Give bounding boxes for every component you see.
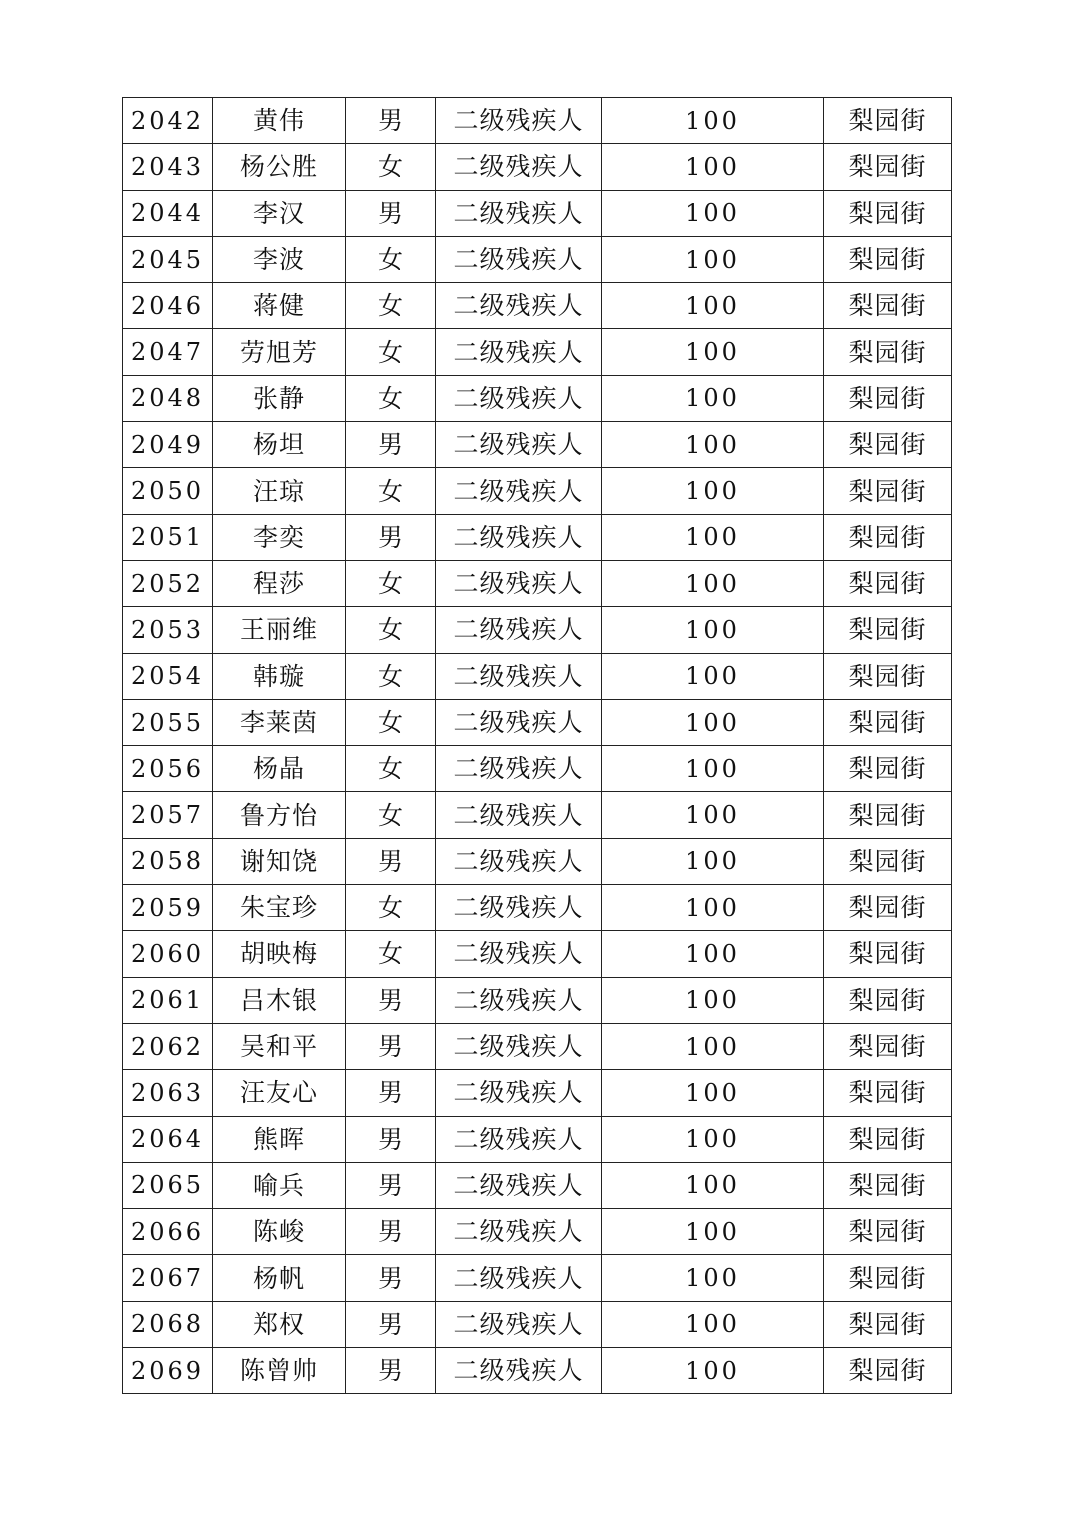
cell-name: 汪友心 [213, 1070, 346, 1116]
cell-gender: 女 [346, 329, 436, 375]
cell-street: 梨园街 [824, 838, 952, 884]
cell-disability-level: 二级残疾人 [436, 1116, 602, 1162]
cell-amount: 100 [602, 514, 824, 560]
cell-amount: 100 [602, 1209, 824, 1255]
cell-gender: 男 [346, 514, 436, 560]
cell-street: 梨园街 [824, 514, 952, 560]
table-row [123, 1070, 952, 1116]
cell-amount: 100 [602, 1023, 824, 1069]
cell-gender: 女 [346, 746, 436, 792]
cell-disability-level: 二级残疾人 [436, 838, 602, 884]
cell-street: 梨园街 [824, 699, 952, 745]
cell-disability-level: 二级残疾人 [436, 236, 602, 282]
table-row [123, 746, 952, 792]
cell-amount: 100 [602, 329, 824, 375]
cell-disability-level: 二级残疾人 [436, 1070, 602, 1116]
cell-name: 杨帆 [213, 1255, 346, 1301]
cell-street: 梨园街 [824, 236, 952, 282]
table-row [123, 190, 952, 236]
cell-street: 梨园街 [824, 560, 952, 606]
cell-id: 2052 [123, 560, 213, 606]
cell-street: 梨园街 [824, 653, 952, 699]
table-row [123, 283, 952, 329]
table-row [123, 653, 952, 699]
cell-name: 汪琼 [213, 468, 346, 514]
cell-gender: 男 [346, 190, 436, 236]
cell-gender: 男 [346, 1255, 436, 1301]
cell-amount: 100 [602, 699, 824, 745]
cell-disability-level: 二级残疾人 [436, 468, 602, 514]
cell-name: 熊晖 [213, 1116, 346, 1162]
cell-amount: 100 [602, 144, 824, 190]
cell-gender: 男 [346, 977, 436, 1023]
cell-disability-level: 二级残疾人 [436, 144, 602, 190]
cell-gender: 男 [346, 838, 436, 884]
cell-gender: 男 [346, 1301, 436, 1347]
cell-disability-level: 二级残疾人 [436, 329, 602, 375]
cell-disability-level: 二级残疾人 [436, 514, 602, 560]
table-row [123, 144, 952, 190]
cell-name: 杨坦 [213, 422, 346, 468]
table-row [123, 1116, 952, 1162]
cell-gender: 女 [346, 236, 436, 282]
cell-name: 张静 [213, 375, 346, 421]
cell-disability-level: 二级残疾人 [436, 607, 602, 653]
cell-id: 2044 [123, 190, 213, 236]
table-row [123, 1348, 952, 1394]
cell-gender: 男 [346, 98, 436, 144]
cell-id: 2067 [123, 1255, 213, 1301]
table-row [123, 1255, 952, 1301]
cell-disability-level: 二级残疾人 [436, 98, 602, 144]
cell-disability-level: 二级残疾人 [436, 1301, 602, 1347]
cell-id: 2058 [123, 838, 213, 884]
cell-disability-level: 二级残疾人 [436, 746, 602, 792]
cell-name: 黄伟 [213, 98, 346, 144]
cell-id: 2066 [123, 1209, 213, 1255]
table-row [123, 838, 952, 884]
cell-amount: 100 [602, 190, 824, 236]
table-row [123, 931, 952, 977]
cell-disability-level: 二级残疾人 [436, 699, 602, 745]
cell-disability-level: 二级残疾人 [436, 1348, 602, 1394]
cell-id: 2063 [123, 1070, 213, 1116]
subsidy-table [122, 97, 952, 1394]
cell-name: 杨公胜 [213, 144, 346, 190]
table-row [123, 1209, 952, 1255]
cell-gender: 男 [346, 1070, 436, 1116]
cell-amount: 100 [602, 1348, 824, 1394]
cell-amount: 100 [602, 1116, 824, 1162]
cell-disability-level: 二级残疾人 [436, 560, 602, 606]
cell-name: 陈峻 [213, 1209, 346, 1255]
cell-street: 梨园街 [824, 746, 952, 792]
cell-street: 梨园街 [824, 931, 952, 977]
cell-street: 梨园街 [824, 190, 952, 236]
cell-disability-level: 二级残疾人 [436, 931, 602, 977]
cell-disability-level: 二级残疾人 [436, 653, 602, 699]
cell-disability-level: 二级残疾人 [436, 190, 602, 236]
cell-amount: 100 [602, 375, 824, 421]
cell-amount: 100 [602, 468, 824, 514]
cell-id: 2056 [123, 746, 213, 792]
cell-gender: 女 [346, 792, 436, 838]
cell-name: 杨晶 [213, 746, 346, 792]
cell-name: 朱宝珍 [213, 885, 346, 931]
cell-amount: 100 [602, 236, 824, 282]
cell-id: 2064 [123, 1116, 213, 1162]
cell-name: 李波 [213, 236, 346, 282]
cell-amount: 100 [602, 1070, 824, 1116]
cell-name: 蒋健 [213, 283, 346, 329]
cell-disability-level: 二级残疾人 [436, 885, 602, 931]
table-row [123, 514, 952, 560]
cell-id: 2045 [123, 236, 213, 282]
cell-street: 梨园街 [824, 98, 952, 144]
cell-amount: 100 [602, 977, 824, 1023]
cell-id: 2055 [123, 699, 213, 745]
cell-amount: 100 [602, 653, 824, 699]
cell-id: 2051 [123, 514, 213, 560]
cell-street: 梨园街 [824, 885, 952, 931]
cell-amount: 100 [602, 838, 824, 884]
cell-amount: 100 [602, 283, 824, 329]
cell-street: 梨园街 [824, 1070, 952, 1116]
table-row [123, 792, 952, 838]
cell-name: 李汉 [213, 190, 346, 236]
cell-id: 2069 [123, 1348, 213, 1394]
cell-amount: 100 [602, 560, 824, 606]
table-row [123, 885, 952, 931]
cell-gender: 男 [346, 1162, 436, 1208]
cell-street: 梨园街 [824, 1162, 952, 1208]
cell-street: 梨园街 [824, 375, 952, 421]
cell-gender: 女 [346, 283, 436, 329]
cell-street: 梨园街 [824, 329, 952, 375]
cell-name: 王丽维 [213, 607, 346, 653]
cell-id: 2050 [123, 468, 213, 514]
cell-amount: 100 [602, 1255, 824, 1301]
cell-name: 李奕 [213, 514, 346, 560]
cell-street: 梨园街 [824, 1348, 952, 1394]
table-row [123, 699, 952, 745]
cell-amount: 100 [602, 422, 824, 468]
cell-disability-level: 二级残疾人 [436, 1209, 602, 1255]
cell-name: 李莱茵 [213, 699, 346, 745]
cell-disability-level: 二级残疾人 [436, 792, 602, 838]
cell-gender: 男 [346, 1348, 436, 1394]
cell-id: 2053 [123, 607, 213, 653]
table-row [123, 1023, 952, 1069]
cell-street: 梨园街 [824, 422, 952, 468]
cell-id: 2048 [123, 375, 213, 421]
cell-disability-level: 二级残疾人 [436, 977, 602, 1023]
cell-gender: 女 [346, 607, 436, 653]
cell-name: 韩璇 [213, 653, 346, 699]
cell-name: 程莎 [213, 560, 346, 606]
cell-street: 梨园街 [824, 1301, 952, 1347]
cell-street: 梨园街 [824, 1255, 952, 1301]
cell-street: 梨园街 [824, 977, 952, 1023]
table-row [123, 1162, 952, 1208]
table-row [123, 236, 952, 282]
cell-street: 梨园街 [824, 468, 952, 514]
cell-name: 郑权 [213, 1301, 346, 1347]
cell-amount: 100 [602, 885, 824, 931]
cell-id: 2062 [123, 1023, 213, 1069]
cell-id: 2060 [123, 931, 213, 977]
cell-id: 2068 [123, 1301, 213, 1347]
cell-id: 2047 [123, 329, 213, 375]
cell-street: 梨园街 [824, 1023, 952, 1069]
cell-gender: 女 [346, 144, 436, 190]
cell-name: 吕木银 [213, 977, 346, 1023]
cell-amount: 100 [602, 98, 824, 144]
cell-gender: 女 [346, 653, 436, 699]
cell-gender: 男 [346, 1116, 436, 1162]
cell-id: 2042 [123, 98, 213, 144]
cell-id: 2057 [123, 792, 213, 838]
cell-disability-level: 二级残疾人 [436, 1255, 602, 1301]
table-row [123, 375, 952, 421]
cell-street: 梨园街 [824, 283, 952, 329]
cell-name: 谢知饶 [213, 838, 346, 884]
cell-disability-level: 二级残疾人 [436, 1023, 602, 1069]
cell-gender: 女 [346, 931, 436, 977]
table-row [123, 977, 952, 1023]
cell-amount: 100 [602, 746, 824, 792]
cell-disability-level: 二级残疾人 [436, 1162, 602, 1208]
cell-street: 梨园街 [824, 1209, 952, 1255]
cell-gender: 女 [346, 885, 436, 931]
cell-id: 2046 [123, 283, 213, 329]
cell-amount: 100 [602, 1301, 824, 1347]
cell-gender: 男 [346, 1023, 436, 1069]
cell-amount: 100 [602, 1162, 824, 1208]
table-row [123, 607, 952, 653]
cell-gender: 女 [346, 560, 436, 606]
cell-name: 喻兵 [213, 1162, 346, 1208]
cell-amount: 100 [602, 931, 824, 977]
cell-gender: 男 [346, 422, 436, 468]
cell-id: 2059 [123, 885, 213, 931]
cell-street: 梨园街 [824, 1116, 952, 1162]
cell-name: 劳旭芳 [213, 329, 346, 375]
cell-name: 陈曾帅 [213, 1348, 346, 1394]
table-row [123, 98, 952, 144]
cell-gender: 男 [346, 1209, 436, 1255]
cell-disability-level: 二级残疾人 [436, 375, 602, 421]
cell-name: 胡映梅 [213, 931, 346, 977]
cell-id: 2061 [123, 977, 213, 1023]
table-row [123, 468, 952, 514]
cell-name: 吴和平 [213, 1023, 346, 1069]
cell-gender: 女 [346, 375, 436, 421]
cell-amount: 100 [602, 607, 824, 653]
cell-street: 梨园街 [824, 144, 952, 190]
cell-id: 2049 [123, 422, 213, 468]
cell-name: 鲁方怡 [213, 792, 346, 838]
cell-id: 2065 [123, 1162, 213, 1208]
table-body [123, 98, 952, 1394]
cell-gender: 女 [346, 699, 436, 745]
table-row [123, 1301, 952, 1347]
cell-street: 梨园街 [824, 792, 952, 838]
table-row [123, 422, 952, 468]
table-row [123, 560, 952, 606]
cell-id: 2043 [123, 144, 213, 190]
cell-amount: 100 [602, 792, 824, 838]
cell-disability-level: 二级残疾人 [436, 422, 602, 468]
cell-gender: 女 [346, 468, 436, 514]
cell-street: 梨园街 [824, 607, 952, 653]
cell-disability-level: 二级残疾人 [436, 283, 602, 329]
cell-id: 2054 [123, 653, 213, 699]
table-row [123, 329, 952, 375]
